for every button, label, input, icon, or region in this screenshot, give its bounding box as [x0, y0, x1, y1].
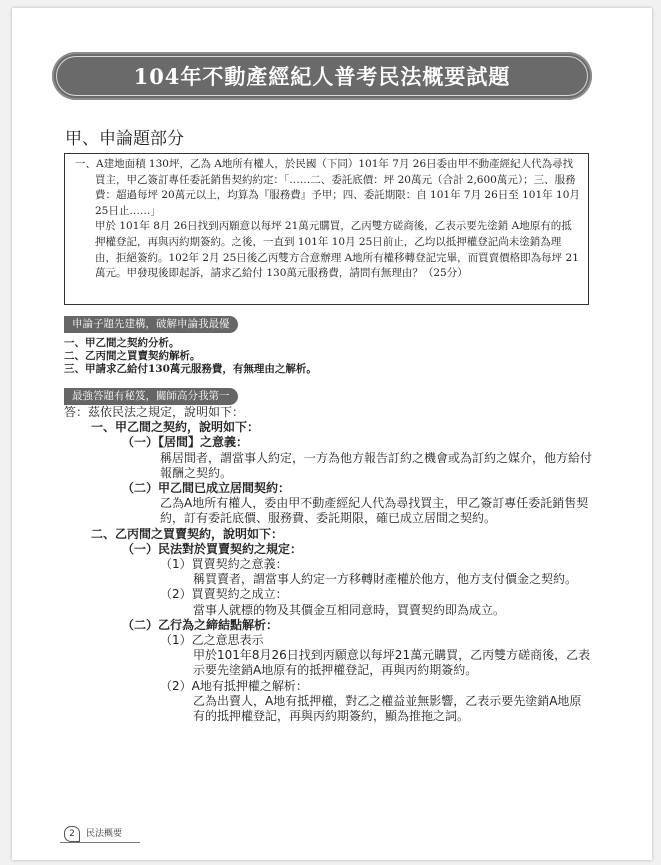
subquestion-item: 二、乙丙間之買賣契約解析。	[64, 350, 201, 362]
answer-text: 稱買賣者，謂當事人約定一方移轉財產權於他方，他方支付價金之契約。	[193, 572, 578, 587]
answer-text: 乙為出賣人，A地有抵押權，對乙之權益並無影響，乙表示要先塗銷A地原有的抵押權登記，再與丙約期簽約，顯為推拖之詞。	[193, 693, 582, 724]
subquestion-item: 三、甲請求乙給付130萬元服務費，有無理由之解析。	[64, 363, 317, 375]
answer-heading-2: 二、乙丙間之買賣契約，說明如下：	[91, 526, 284, 541]
answer-body	[64, 405, 604, 724]
answer-text: 甲於101年8月26日找到丙願意以每坪21萬元購買，乙丙雙方磋商後，乙表示要先塗銷A地原有的抵押權登記，再與丙約期簽約。	[193, 648, 591, 678]
answer-item: （2）買賣契約之成立：	[160, 587, 288, 602]
footer-rule	[60, 842, 140, 843]
answer-intro: 答：茲依民法之規定，說明如下：	[64, 405, 245, 419]
answer-text: 稱居間者，謂當事人約定，一方為他方報告訂約之機會或為訂約之媒介，他方給付報酬之契約。	[160, 450, 593, 480]
answer-subheading: （一）民法對於買賣契約之規定：	[122, 541, 303, 556]
question-box	[64, 153, 589, 305]
subquestion-tag: 申論子題先建構，破解申論我最優	[64, 316, 238, 333]
book-name: 民法概要	[86, 829, 123, 839]
page-number: 2	[64, 826, 80, 842]
answer-subheading: （二）甲乙間已成立居間契約：	[122, 481, 291, 496]
title-banner-inner	[56, 56, 588, 96]
page-footer	[64, 826, 122, 842]
answer-item: （2）A地有抵押權之解析：	[160, 678, 308, 693]
subquestion-list	[64, 337, 317, 376]
answer-tip-tag: 最強答題有秘笈，關師高分我第一	[64, 388, 238, 405]
answer-text: 當事人就標的物及其價金互相同意時，買賣契約即為成立。	[193, 602, 506, 617]
answer-heading-1: 一、甲乙間之契約，說明如下：	[91, 420, 260, 435]
question-paragraph-1: 一、A建地面積 130坪，乙為 A地所有權人，於民國（下同）101年 7月 26日委由甲不動產經紀人代為尋找買主，甲乙簽訂專任委託銷售契約約定：「……二、委託底價：坪 20萬元（合計 2,600萬元）；三、服務費：超過每坪 20萬元以上，均算為『服務費』予甲；四、委託期限：自 101年 7月 26日至 101年 10月 25日止……」	[75, 158, 580, 217]
title-banner	[52, 52, 592, 100]
answer-subheading: （一）【居間】之意義：	[122, 435, 249, 450]
answer-subheading: （二）乙行為之締結點解析：	[122, 617, 279, 632]
answer-item: （1）乙之意思表示	[160, 633, 264, 648]
subquestion-item: 一、甲乙間之契約分析。	[64, 337, 180, 349]
answer-item: （1）買賣契約之意義：	[160, 557, 288, 572]
section-title: 甲、申論題部分	[65, 129, 184, 149]
question-paragraph-2: 甲於 101年 8月 26日找到丙願意以每坪 21萬元購買，乙丙雙方磋商後，乙表示要先塗銷 A地原有的抵押權登記，再與丙約期簽約。之後，一直到 101年 10月 25日前止，乙均以抵押權登記尚未塗銷為理由，拒絕簽約。102年 2月 25日後乙丙雙方合意辦理 A地所有權移轉登記完畢，而買賣價格即為每坪 21萬元。甲發現後即起訴，請求乙給付 130萬元服務費，請問有無理由？（25分）	[95, 220, 579, 280]
answer-text: 乙為A地所有權人，委由甲不動產經紀人代為尋找買主，甲乙簽訂專任委託銷售契約，訂有委託底價、服務費、委託期限，確已成立居間之契約。	[160, 496, 589, 526]
exam-title: 104年不動產經紀人普考民法概要試題	[133, 64, 511, 89]
